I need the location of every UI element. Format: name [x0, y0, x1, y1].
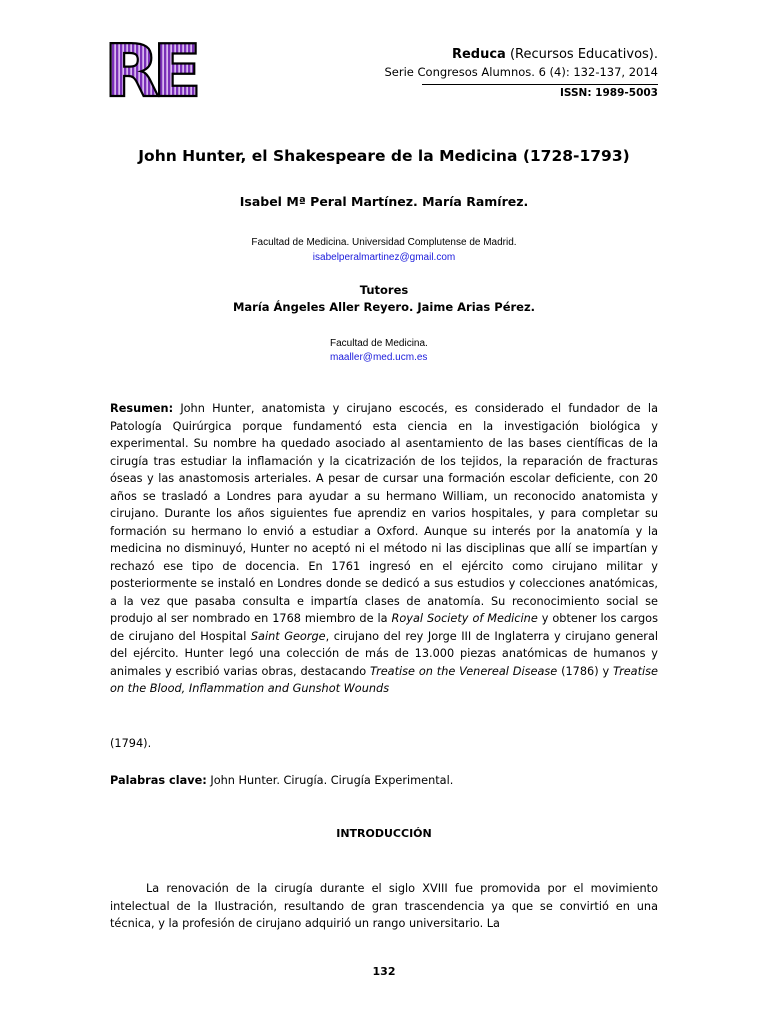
tutors-heading: Tutores	[359, 283, 409, 297]
introduction-paragraph: La renovación de la cirugía durante el siglo XVIII fue promovida por el movimiento intelectual de la Ilustración, resultando de gran trascendencia ya que se convirtió en una técnica, y la profesión de cirujano adquirió un rango universitario. La	[110, 882, 658, 930]
journal-name-suffix: (Recursos Educativos).	[505, 47, 658, 62]
journal-header	[384, 46, 658, 101]
tutor-institution: Facultad de Medicina.	[330, 338, 428, 349]
tutor-email-link[interactable]: maaller@med.ucm.es	[330, 352, 428, 363]
tutor-affiliation	[330, 337, 428, 365]
keywords-label: Palabras clave:	[110, 774, 207, 787]
journal-name-line	[384, 46, 658, 64]
abstract-italic-2: Saint George	[250, 629, 326, 643]
abstract-text-1: John Hunter, anatomista y cirujano escocés, es considerado el fundador de la Patología Quirúrgica porque fundamentó esta ciencia en la investigación biológica y experimental. Su nombre ha quedado asociado al asentamiento de las bases científicas de la cirugía tras estudiar la inflamación y la cicatrización de los tejidos, la reparación de fracturas óseas y las anastomosis arteriales. A pesar de cursar una formación escolar deficiente, con 20 años se trasladó a Londres para ayudar a su hermano William, un reconocido anatomista y cirujano. Durante los años siguientes fue aprendiz en varios hospitales, y para completar su formación su hermano lo envió a estudiar a Oxford. Aunque su interés por la anatomía y la medicina no disminuyó, Hunter no aceptó ni el método ni las disciplinas que allí se impartían y rechazó ese tipo de docencia. En 1761 ingresó en el ejército como cirujano militar y posteriormente se instaló en Londres donde se dedicó a sus estudios y colecciones anatómicas, a la vez que pasaba consulta e impartía clases de anatomía. Su reconocimiento social se produjo al ser nombrado en 1768 miembro de la	[110, 402, 658, 625]
introduction-heading: INTRODUCCIÓN	[336, 827, 432, 840]
journal-name: Reduca	[451, 47, 506, 62]
reduca-logo	[104, 29, 195, 113]
abstract-year: (1794).	[110, 737, 152, 750]
abstract-italic-1: Royal Society of Medicine	[391, 612, 538, 625]
abstract-text-2: y obtener los cargos de cirujano del Hospital	[110, 612, 658, 643]
abstract-label: Resumen:	[110, 402, 174, 415]
author-email-link[interactable]: isabelperalmartinez@gmail.com	[312, 252, 456, 263]
author-institution: Facultad de Medicina. Universidad Complutense de Madrid.	[251, 237, 517, 248]
paper-title: John Hunter, el Shakespeare de la Medicina (1728-1793)	[138, 147, 630, 165]
keywords-line	[110, 774, 453, 787]
journal-series: Serie Congresos Alumnos. 6 (4): 132-137, 2014	[384, 65, 658, 79]
abstract-paragraph	[110, 400, 658, 698]
tutors-names: María Ángeles Aller Reyero. Jaime Arias Pérez.	[232, 300, 536, 314]
page-number: 132	[372, 965, 396, 978]
journal-issn: ISSN: 1989-5003	[422, 84, 658, 101]
abstract-italic-4: Treatise on the Blood, Inflammation and Gunshot Wounds	[110, 664, 658, 695]
author-affiliation	[0, 235, 768, 265]
abstract-text-4: (1786) y	[557, 664, 614, 678]
abstract-italic-3: Treatise on the Venereal Disease	[370, 664, 558, 678]
keywords-text: John Hunter. Cirugía. Cirugía Experimental.	[206, 774, 454, 787]
reduca-logo-letters: RE	[104, 29, 195, 113]
paper-authors: Isabel Mª Peral Martínez. María Ramírez.	[239, 194, 529, 209]
abstract-text-3: , cirujano del rey Jorge III de Inglaterra y cirujano general del ejército. Hunter legó una colección de más de 13.000 piezas anatómicas de humanos y animales y escribió varias obras, destacando	[110, 629, 659, 678]
